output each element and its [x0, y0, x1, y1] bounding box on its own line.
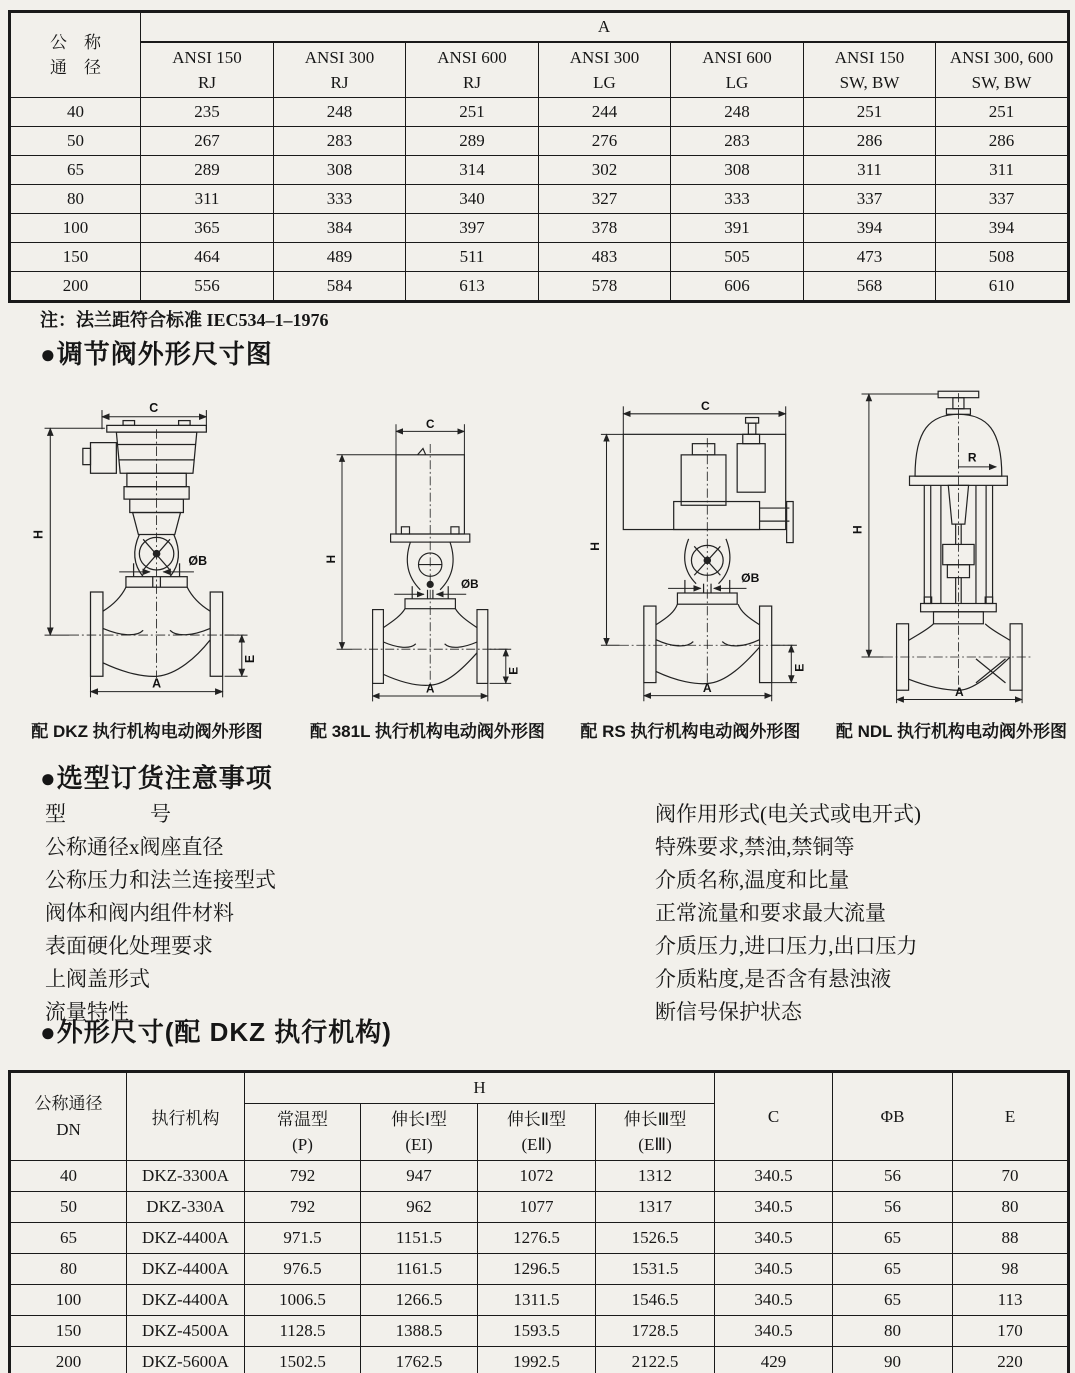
table-cell: 1593.5: [478, 1316, 596, 1347]
table-cell: 792: [245, 1161, 361, 1192]
table-row: [10, 185, 1069, 214]
table-cell: 56: [833, 1192, 953, 1223]
column-header-actuator: 执行机构: [127, 1072, 245, 1161]
table-cell: 1546.5: [596, 1285, 715, 1316]
table-cell: 248: [274, 98, 406, 127]
table-cell: 311: [804, 156, 936, 185]
table-cell: 340.5: [715, 1192, 833, 1223]
table-cell: 340.5: [715, 1161, 833, 1192]
table-cell: 314: [406, 156, 539, 185]
figure-caption: 配 NDL 执行机构电动阀外形图: [835, 722, 1067, 741]
table-cell: 1151.5: [361, 1223, 478, 1254]
column-header: [141, 42, 274, 98]
list-item: 阀体和阀内组件材料: [45, 901, 234, 925]
column-header: [406, 42, 539, 98]
table-cell: DKZ-330A: [127, 1192, 245, 1223]
header-line: 伸长Ⅰ型: [390, 1109, 447, 1129]
table-cell: 1311.5: [478, 1285, 596, 1316]
dim-label-b: ØB: [188, 554, 208, 569]
header-line: ANSI 300, 600: [949, 47, 1054, 67]
dim-label-r: R: [967, 450, 977, 465]
table-cell: 150: [10, 243, 141, 272]
figure-caption: 配 381L 执行机构电动阀外形图: [310, 722, 545, 741]
list-item: 特殊要求,禁油,禁铜等: [655, 835, 855, 859]
header-line: (P): [292, 1135, 313, 1154]
table-row: [10, 1285, 1069, 1316]
table-cell: 378: [539, 214, 671, 243]
header-line: LG: [593, 73, 616, 92]
table-cell: 88: [953, 1223, 1069, 1254]
table-cell: 333: [671, 185, 804, 214]
table-row: [10, 156, 1069, 185]
table-cell: 613: [406, 272, 539, 302]
table-row: [10, 272, 1069, 302]
table-cell: 1762.5: [361, 1347, 478, 1373]
table-cell: 340.5: [715, 1254, 833, 1285]
header-line: RJ: [330, 73, 349, 92]
list-item: 表面硬化处理要求: [45, 934, 213, 958]
table-cell: 200: [10, 1347, 127, 1373]
table-cell: 150: [10, 1316, 127, 1347]
table-cell: 1072: [478, 1161, 596, 1192]
table-cell: DKZ-5600A: [127, 1347, 245, 1373]
header-line: 公 称: [50, 32, 101, 52]
table-cell: 289: [406, 127, 539, 156]
table-cell: 511: [406, 243, 539, 272]
table-cell: 976.5: [245, 1254, 361, 1285]
table-cell: 40: [10, 98, 141, 127]
dim-label-e: E: [243, 654, 258, 664]
table-cell: 50: [10, 1192, 127, 1223]
dim-label-e: E: [507, 666, 521, 675]
table-cell: 391: [671, 214, 804, 243]
list-item: 流量特性: [45, 1000, 129, 1024]
dkz-dimension-table: [8, 1070, 1070, 1373]
figure-dkz: [8, 389, 286, 742]
table-cell: 302: [539, 156, 671, 185]
table-cell: 65: [833, 1223, 953, 1254]
valve-drawing-dkz: [8, 389, 286, 705]
table-cell: 1006.5: [245, 1285, 361, 1316]
header-line: (EⅡ): [521, 1135, 552, 1154]
table-cell: 394: [804, 214, 936, 243]
list-item: 阀作用形式(电关式或电开式): [655, 802, 921, 826]
table-cell: 90: [833, 1347, 953, 1373]
table-row: [10, 1161, 1069, 1192]
valve-drawing-ndl: [843, 382, 1060, 705]
table-cell: 308: [671, 156, 804, 185]
table-cell: 340.5: [715, 1316, 833, 1347]
table-cell: 100: [10, 1285, 127, 1316]
table-cell: 337: [936, 185, 1069, 214]
table-cell: DKZ-3300A: [127, 1161, 245, 1192]
table-cell: 1388.5: [361, 1316, 478, 1347]
table-cell: 283: [274, 127, 406, 156]
column-header: [671, 42, 804, 98]
list-item: 介质名称,温度和比量: [655, 868, 850, 892]
column-header-e: E: [953, 1072, 1069, 1161]
table-cell: 65: [10, 1223, 127, 1254]
table-cell: 464: [141, 243, 274, 272]
table-cell: 311: [141, 185, 274, 214]
table-cell: 286: [936, 127, 1069, 156]
dim-label-a: A: [702, 680, 712, 695]
table-cell: 267: [141, 127, 274, 156]
header-line: SW, BW: [971, 73, 1032, 92]
table-cell: 1728.5: [596, 1316, 715, 1347]
table-cell: 65: [833, 1285, 953, 1316]
dim-label-b: ØB: [460, 578, 479, 591]
header-line: DN: [56, 1119, 81, 1139]
table-cell: 98: [953, 1254, 1069, 1285]
table-cell: 113: [953, 1285, 1069, 1316]
flange-dimension-table: [8, 10, 1070, 303]
column-header-a-span: A: [141, 12, 1069, 43]
table-cell: 283: [671, 127, 804, 156]
table-cell: 606: [671, 272, 804, 302]
table-cell: 220: [953, 1347, 1069, 1373]
table-cell: 1526.5: [596, 1223, 715, 1254]
table-cell: 56: [833, 1161, 953, 1192]
table-cell: 65: [10, 156, 141, 185]
table-cell: 1317: [596, 1192, 715, 1223]
dim-label-c: C: [425, 417, 435, 431]
table-cell: DKZ-4500A: [127, 1316, 245, 1347]
header-line: ANSI 150: [172, 47, 242, 67]
table-cell: 505: [671, 243, 804, 272]
header-line: ANSI 600: [437, 47, 507, 67]
table-cell: 80: [10, 185, 141, 214]
table-cell: 286: [804, 127, 936, 156]
table-row: [10, 1347, 1069, 1373]
table-cell: 578: [539, 272, 671, 302]
header-line: 伸长Ⅲ型: [623, 1109, 687, 1129]
table-cell: 170: [953, 1316, 1069, 1347]
list-item: 公称压力和法兰连接型式: [45, 868, 276, 892]
dim-label-a: A: [954, 684, 964, 699]
table-cell: 251: [406, 98, 539, 127]
standard-note: 注：法兰距符合标准 IEC534–1–1976: [40, 310, 329, 330]
table-row: [10, 1223, 1069, 1254]
table-cell: 1502.5: [245, 1347, 361, 1373]
table-cell: 80: [833, 1316, 953, 1347]
table-cell: 327: [539, 185, 671, 214]
table-cell: 483: [539, 243, 671, 272]
dim-label-h: H: [587, 541, 602, 551]
table-cell: 2122.5: [596, 1347, 715, 1373]
table-row: [10, 98, 1069, 127]
table-row: [10, 243, 1069, 272]
table-cell: 251: [936, 98, 1069, 127]
table-cell: 508: [936, 243, 1069, 272]
table-cell: 65: [833, 1254, 953, 1285]
column-header: [361, 1104, 478, 1161]
column-header-h-span: H: [245, 1072, 715, 1104]
column-header: [245, 1104, 361, 1161]
table-cell: 340.5: [715, 1223, 833, 1254]
dim-label-b: ØB: [741, 570, 760, 585]
dim-label-c: C: [149, 400, 159, 415]
list-item: 公称通径x阀座直径: [45, 835, 224, 859]
table-cell: 308: [274, 156, 406, 185]
column-header: [936, 42, 1069, 98]
table-cell: 289: [141, 156, 274, 185]
figure-rs: [569, 397, 812, 742]
table-cell: 50: [10, 127, 141, 156]
column-header-dn: [10, 12, 141, 98]
table-cell: 610: [936, 272, 1069, 302]
header-line: (EI): [405, 1135, 433, 1154]
table-row: [10, 1316, 1069, 1347]
table-cell: 947: [361, 1161, 478, 1192]
table-cell: 429: [715, 1347, 833, 1373]
table-cell: 473: [804, 243, 936, 272]
table-cell: 1128.5: [245, 1316, 361, 1347]
table-cell: 971.5: [245, 1223, 361, 1254]
column-header: [274, 42, 406, 98]
table-cell: DKZ-4400A: [127, 1223, 245, 1254]
list-item: 上阀盖形式: [45, 967, 150, 991]
table-cell: 962: [361, 1192, 478, 1223]
table-cell: 337: [804, 185, 936, 214]
table-row: [10, 127, 1069, 156]
table-cell: 1992.5: [478, 1347, 596, 1373]
table-cell: 397: [406, 214, 539, 243]
header-line: 通 径: [50, 58, 101, 77]
table-cell: 340.5: [715, 1285, 833, 1316]
header-line: ANSI 600: [702, 47, 772, 67]
section-title-outline-drawings: ●调节阀外形尺寸图: [40, 339, 273, 369]
table-cell: 1077: [478, 1192, 596, 1223]
table-cell: 100: [10, 214, 141, 243]
header-line: (EⅢ): [638, 1135, 672, 1154]
column-header: [804, 42, 936, 98]
table-row: [10, 214, 1069, 243]
valve-drawings-row: [8, 370, 1067, 742]
section-title-ordering-notes: ●选型订货注意事项: [40, 763, 273, 793]
table-cell: 1296.5: [478, 1254, 596, 1285]
table-cell: DKZ-4400A: [127, 1285, 245, 1316]
header-line: ANSI 150: [834, 47, 905, 67]
list-item: 介质粘度,是否含有悬浊液: [655, 967, 892, 991]
column-header: [539, 42, 671, 98]
list-item: 介质压力,进口压力,出口压力: [655, 934, 918, 958]
table-cell: 311: [936, 156, 1069, 185]
figure-caption: 配 DKZ 执行机构电动阀外形图: [31, 722, 263, 741]
header-line: SW, BW: [839, 73, 900, 92]
dim-label-h: H: [31, 530, 46, 540]
table-cell: 1531.5: [596, 1254, 715, 1285]
column-header-dn: [10, 1072, 127, 1161]
table-cell: 80: [10, 1254, 127, 1285]
table-cell: 792: [245, 1192, 361, 1223]
table-cell: 1312: [596, 1161, 715, 1192]
ordering-list-left: [45, 798, 276, 1029]
column-header: [478, 1104, 596, 1161]
dim-label-e: E: [792, 663, 807, 672]
list-item: 型 号: [45, 802, 171, 826]
table-cell: 235: [141, 98, 274, 127]
dim-label-h: H: [850, 525, 865, 534]
valve-drawing-381l: [315, 417, 540, 705]
table-cell: 333: [274, 185, 406, 214]
table-cell: 568: [804, 272, 936, 302]
figure-381l: [310, 417, 545, 742]
column-header-c: C: [715, 1072, 833, 1161]
figure-caption: 配 RS 执行机构电动阀外形图: [580, 722, 801, 741]
table-row: [10, 1192, 1069, 1223]
ordering-list-right: [655, 798, 921, 1029]
table-cell: 244: [539, 98, 671, 127]
table-cell: 384: [274, 214, 406, 243]
table-cell: 40: [10, 1161, 127, 1192]
table-cell: 340: [406, 185, 539, 214]
table-cell: 80: [953, 1192, 1069, 1223]
table-cell: 248: [671, 98, 804, 127]
table-cell: 276: [539, 127, 671, 156]
valve-drawing-rs: [569, 397, 812, 705]
header-line: RJ: [198, 73, 216, 92]
table-cell: DKZ-4400A: [127, 1254, 245, 1285]
list-item: 断信号保护状态: [655, 1000, 802, 1024]
table-row: [10, 1254, 1069, 1285]
table-cell: 251: [804, 98, 936, 127]
header-line: 公称通径: [34, 1094, 103, 1113]
table-cell: 556: [141, 272, 274, 302]
list-item: 正常流量和要求最大流量: [655, 901, 886, 925]
header-line: LG: [725, 73, 749, 92]
table-cell: 1161.5: [361, 1254, 478, 1285]
header-line: 伸长Ⅱ型: [506, 1109, 567, 1129]
header-line: 常温型: [277, 1109, 328, 1129]
dim-label-c: C: [700, 399, 710, 414]
table-cell: 1266.5: [361, 1285, 478, 1316]
table-cell: 200: [10, 272, 141, 302]
dim-label-a: A: [425, 682, 435, 696]
figure-ndl: [836, 382, 1067, 742]
column-header: [596, 1104, 715, 1161]
table-cell: 489: [274, 243, 406, 272]
table-cell: 584: [274, 272, 406, 302]
section-title-dkz-dimensions: ●外形尺寸(配 DKZ 执行机构): [40, 1017, 392, 1047]
header-line: ANSI 300: [304, 47, 375, 67]
table-cell: 365: [141, 214, 274, 243]
header-line: ANSI 300: [569, 47, 640, 67]
table-cell: 394: [936, 214, 1069, 243]
column-header-phib: ΦB: [833, 1072, 953, 1161]
dim-label-h: H: [324, 554, 338, 564]
dim-label-a: A: [152, 676, 162, 691]
table-cell: 70: [953, 1161, 1069, 1192]
header-line: RJ: [463, 73, 481, 92]
table-cell: 1276.5: [478, 1223, 596, 1254]
